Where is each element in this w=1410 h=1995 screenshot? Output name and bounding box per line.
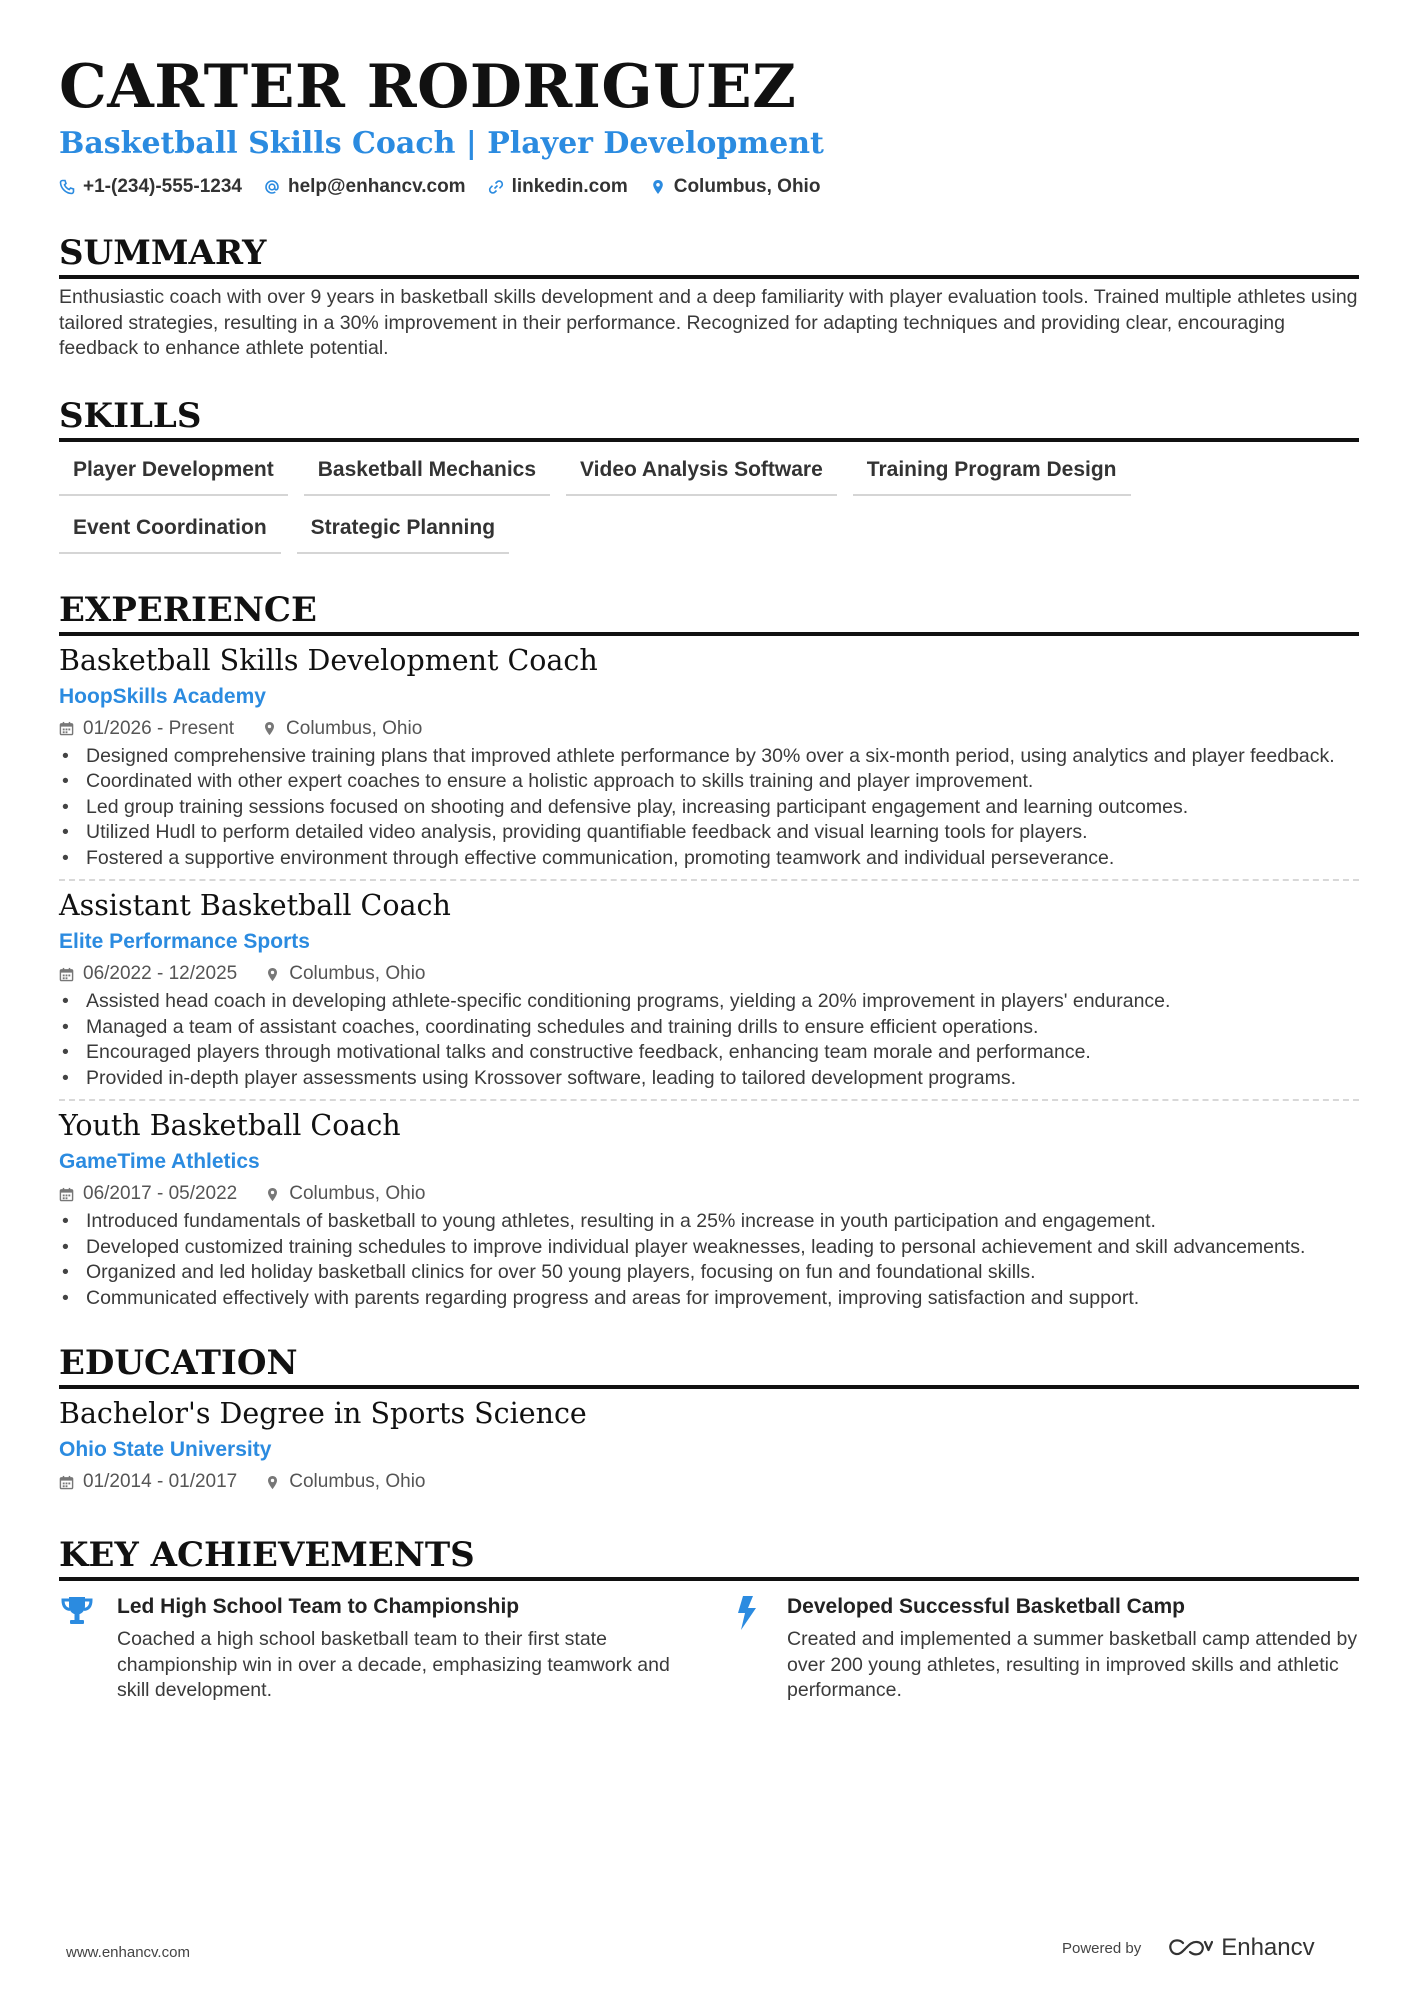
footer-website[interactable]: www.enhancv.com: [66, 1944, 190, 1961]
job-entry: [59, 879, 1359, 1099]
contact-linkedin-text: linkedin.com: [511, 176, 628, 197]
education-entry: [59, 1389, 1359, 1503]
job-dates-text: 01/2026 - Present: [83, 717, 235, 739]
location-icon: [265, 1475, 280, 1490]
job-location-text: Columbus, Ohio: [286, 717, 423, 739]
skill-tag: Training Program Design: [853, 450, 1131, 496]
degree-title: Bachelor's Degree in Sports Science: [59, 1397, 587, 1430]
achievement-desc: Coached a high school basketball team to their first state championship win in over a decade, emphasizing teamwork and skill development.: [117, 1628, 670, 1701]
job-bullets: [59, 989, 1359, 1091]
achievements-section: [59, 1533, 1359, 1704]
at-icon: [264, 179, 280, 195]
job-title: Youth Basketball Coach: [59, 1109, 401, 1142]
education-section: [59, 1341, 1359, 1503]
contact-email[interactable]: [264, 176, 466, 198]
education-dates: [59, 1469, 237, 1495]
job-meta: [59, 961, 1359, 987]
job-dates: [59, 1181, 237, 1207]
skills-section: [59, 394, 1359, 566]
achievements-list: [59, 1591, 1359, 1704]
link-icon: [488, 179, 504, 195]
contact-location: [650, 176, 821, 198]
trophy-icon: [59, 1591, 95, 1704]
education-location-text: Columbus, Ohio: [289, 1471, 426, 1492]
contact-phone[interactable]: [59, 176, 242, 198]
job-bullet: • Communicated effectively with parents regarding progress and areas for improvement, improving satisfaction and support.: [59, 1286, 1359, 1312]
skill-tag: Event Coordination: [59, 508, 281, 554]
job-bullet: • Developed customized training schedules to improve individual player weaknesses, leading to personal achievement and skill advancements.: [59, 1235, 1359, 1261]
achievement-item: [729, 1591, 1359, 1704]
location-icon: [650, 179, 666, 195]
achievement-desc: Created and implemented a summer basketball camp attended by over 200 young athletes, resulting in improved skills and athletic performance.: [787, 1628, 1358, 1701]
job-dates-text: 06/2017 - 05/2022: [83, 1183, 238, 1204]
powered-by-label: Powered by: [1062, 1939, 1142, 1957]
job-location-text: Columbus, Ohio: [289, 1183, 426, 1204]
job-entry: [59, 636, 1359, 880]
job-bullet: • Provided in-depth player assessments using Krossover software, leading to tailored development programs.: [59, 1066, 1359, 1092]
job-meta: [59, 716, 1359, 742]
summary-section: [59, 231, 1359, 362]
job-dates: [59, 961, 237, 987]
location-icon: [262, 721, 277, 736]
job-bullet: • Utilized Hudl to perform detailed video analysis, providing quantifiable feedback and visual learning tools for players.: [59, 820, 1359, 846]
candidate-headline: Basketball Skills Coach | Player Development: [59, 126, 824, 161]
skill-tag: Video Analysis Software: [566, 450, 837, 496]
footer-branding: [1062, 1934, 1315, 1962]
contact-bar: [59, 176, 1359, 198]
job-location: [265, 1181, 425, 1207]
company-name: Elite Performance Sports: [59, 930, 310, 953]
lightning-bolt-icon: [729, 1591, 765, 1704]
job-bullet: • Led group training sessions focused on shooting and defensive play, increasing participant engagement and learning outcomes.: [59, 795, 1359, 821]
enhancv-logo[interactable]: [1167, 1934, 1314, 1962]
candidate-name: CARTER RODRIGUEZ: [59, 52, 797, 122]
company-name: HoopSkills Academy: [59, 684, 266, 708]
achievement-item: [59, 1591, 689, 1704]
calendar-icon: [59, 721, 74, 736]
job-bullet: • Organized and led holiday basketball clinics for over 50 young players, focusing on fun and foundational skills.: [59, 1260, 1359, 1286]
skills-list: [59, 450, 1359, 566]
summary-heading: SUMMARY: [59, 231, 1359, 279]
achievements-heading: KEY ACHIEVEMENTS: [59, 1533, 1359, 1581]
contact-location-text: Columbus, Ohio: [673, 176, 821, 197]
calendar-icon: [59, 967, 74, 982]
resume-page: [59, 48, 1359, 1704]
job-location: [265, 961, 425, 987]
skill-tag: Strategic Planning: [297, 508, 509, 554]
achievement-body: [117, 1591, 689, 1704]
skills-heading: SKILLS: [59, 394, 1359, 442]
skill-tag: Player Development: [59, 450, 288, 496]
job-bullet: • Coordinated with other expert coaches to ensure a holistic approach to skills training and player improvement.: [59, 769, 1359, 795]
skill-tag: Basketball Mechanics: [304, 450, 550, 496]
job-meta: [59, 1181, 1359, 1207]
job-bullet: • Encouraged players through motivational talks and constructive feedback, enhancing team morale and performance.: [59, 1040, 1359, 1066]
experience-heading: EXPERIENCE: [59, 588, 1359, 636]
job-bullet: • Introduced fundamentals of basketball to young athletes, resulting in a 25% increase in youth participation and engagement.: [59, 1209, 1359, 1235]
education-heading: EDUCATION: [59, 1341, 1359, 1389]
job-bullet: • Assisted head coach in developing athlete-specific conditioning programs, yielding a 20% improvement in players' endurance.: [59, 989, 1359, 1015]
job-bullet: • Fostered a supportive environment through effective communication, promoting teamwork and individual perseverance.: [59, 846, 1359, 872]
enhancv-logo-icon: [1167, 1937, 1213, 1959]
calendar-icon: [59, 1475, 74, 1490]
job-bullets: [59, 744, 1359, 872]
job-bullet: • Designed comprehensive training plans that improved athlete performance by 30% over a six-month period, using analytics and player feedback.: [59, 744, 1359, 770]
job-dates: [59, 716, 234, 742]
achievement-title: Led High School Team to Championship: [117, 1595, 520, 1618]
experience-section: [59, 588, 1359, 1320]
job-title: Basketball Skills Development Coach: [59, 643, 598, 677]
location-icon: [265, 967, 280, 982]
achievement-title: Developed Successful Basketball Camp: [787, 1595, 1185, 1618]
location-icon: [265, 1187, 280, 1202]
contact-linkedin[interactable]: [488, 176, 628, 198]
contact-phone-text: +1-(234)-555-1234: [83, 176, 242, 197]
company-name: GameTime Athletics: [59, 1150, 260, 1173]
education-dates-text: 01/2014 - 01/2017: [83, 1471, 238, 1492]
job-bullet: • Managed a team of assistant coaches, coordinating schedules and training drills to ensure efficient operations.: [59, 1015, 1359, 1041]
job-bullets: [59, 1209, 1359, 1311]
achievement-body: [787, 1591, 1359, 1704]
education-meta: [59, 1469, 1359, 1495]
education-location: [265, 1469, 425, 1495]
job-dates-text: 06/2022 - 12/2025: [83, 963, 238, 984]
brand-name: Enhancv: [1221, 1934, 1315, 1961]
job-entry: [59, 1099, 1359, 1319]
resume-header: [59, 48, 1359, 198]
job-location: [262, 716, 422, 742]
job-title: Assistant Basketball Coach: [59, 889, 451, 922]
contact-email-text: help@enhancv.com: [287, 176, 466, 197]
phone-icon: [59, 179, 75, 195]
job-location-text: Columbus, Ohio: [289, 963, 426, 984]
summary-text: Enthusiastic coach with over 9 years in basketball skills development and a deep familiarity with player evaluation tools. Trained multiple athletes using tailored strategies, resulting in a 30% improvement in their performance. Recognized for adapting techniques and providing clear, encouraging feedback to enhance athlete potential.: [59, 286, 1358, 359]
school-name: Ohio State University: [59, 1438, 272, 1461]
calendar-icon: [59, 1187, 74, 1202]
